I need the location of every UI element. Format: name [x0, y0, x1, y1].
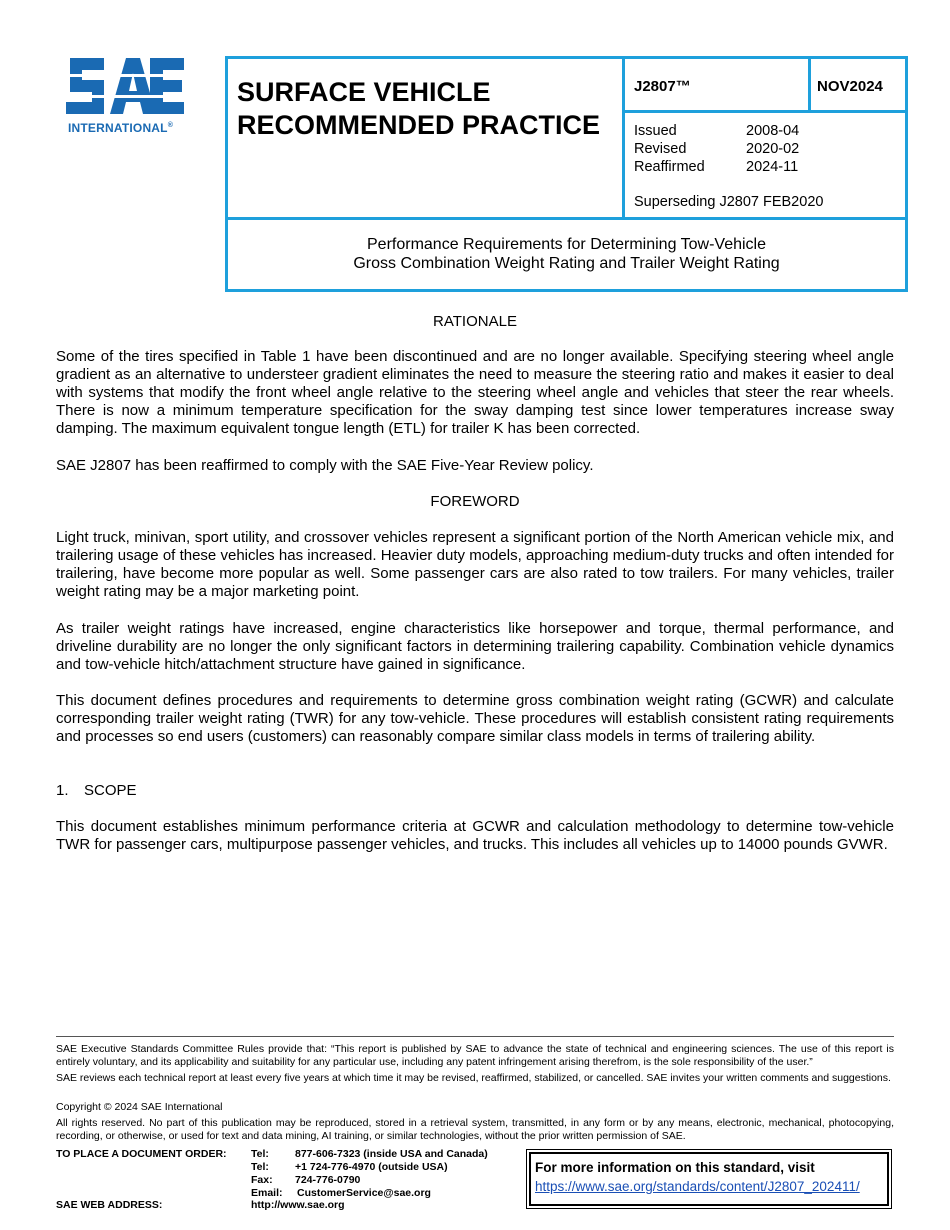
sae-logo-tagline: INTERNATIONAL® [68, 121, 174, 135]
scope-paragraph-1: This document establishes minimum performance criteria at GCWR and calculation methodology to determine tow-vehicle TWR for passenger cars, multipurpose passenger vehicles, and trucks. This includes all vehicles up to 14000 pounds GVWR. [56, 818, 894, 853]
foreword-heading: FOREWORD [430, 493, 520, 510]
footer-rights-text: All rights reserved. No part of this publication may be reproduced, stored in a retrieval system, transmitted, in any form or by any means, electronic, mechanical, photocopying, recording, or otherwise, or used for text and data mining, AI training, or similar technologies, without the prior written permission of SAE. [56, 1117, 894, 1142]
contact-value-tel-1: 877-606-7323 (inside USA and Canada) [295, 1148, 488, 1160]
more-info-link[interactable]: https://www.sae.org/standards/content/J2807_202411/ [535, 1179, 860, 1194]
more-info-title: For more information on this standard, visit [535, 1160, 815, 1175]
rationale-paragraph-1: Some of the tires specified in Table 1 have been discontinued and are no longer available. Specifying steering wheel angle gradient as an alternative to understeer gradient eliminates the need to measure the steering ratio and makes it easier to deal with systems that modify the front wheel angle relative to the steering wheel angle and vehicles that steer the rear wheels. There is now a minimum temperature specification for the sway damping test since lower temperatures increase sway damping. The maximum equivalent tongue length (ETL) for trailer K has been corrected. [56, 348, 894, 437]
contact-label-tel-2: Tel: [251, 1161, 269, 1173]
web-address-label: SAE WEB ADDRESS: [56, 1199, 163, 1211]
contact-label-fax: Fax: [251, 1174, 273, 1186]
document-subtitle: Performance Requirements for Determining Tow-Vehicle Gross Combination Weight Rating and Trailer Weight Rating [353, 236, 780, 272]
scope-heading: SCOPE [84, 782, 137, 799]
history-value-revised: 2020-02 [746, 141, 800, 157]
contact-label-tel-1: Tel: [251, 1148, 269, 1160]
web-address-link[interactable]: http://www.sae.org [251, 1199, 345, 1211]
header-divider-vertical [622, 59, 625, 220]
history-value-issued: 2008-04 [746, 123, 800, 139]
foreword-paragraph-3: This document defines procedures and requirements to determine gross combination weight rating (GCWR) and calculate corresponding trailer weight rating (TWR) for any tow-vehicle. These procedures will establish consistent rating requirements and processes so end users (customers) can reasonably compare similar class models in terms of trailering ability. [56, 692, 894, 745]
rationale-paragraph-2: SAE J2807 has been reaffirmed to comply with the SAE Five-Year Review policy. [56, 457, 594, 474]
footer-divider [56, 1036, 894, 1037]
header-divider-horizontal [228, 217, 908, 220]
footer-copyright: Copyright © 2024 SAE International [56, 1101, 223, 1113]
history-label-reaffirmed: Reaffirmed [634, 159, 705, 175]
sae-logo [66, 58, 190, 138]
sae-logo-mark [66, 58, 184, 114]
footer-rules-text: SAE Executive Standards Committee Rules provide that: “This report is published by SAE to advance the state of technical and engineering sciences. The use of this report is entirely voluntary, and its applicability and suitability for any particular use, including any patent infringement arising therefrom, is the sole responsibility of the user.” [56, 1043, 894, 1068]
document-type-title: SURFACE VEHICLE RECOMMENDED PRACTICE [237, 77, 601, 140]
contact-label-email: Email: [251, 1187, 283, 1199]
header-divider-docnum [622, 110, 908, 113]
foreword-paragraph-1: Light truck, minivan, sport utility, and crossover vehicles represent a significant portion of the North American vehicle mix, and trailering usage of these vehicles has increased. Heavier duty models, approaching medium-duty trucks and often intended for trailering, have become more popular as well. Some passenger cars are also rated to tow trailers. For many vehicles, trailer weight rating may be a major marketing point. [56, 529, 894, 600]
foreword-paragraph-2: As trailer weight ratings have increased, engine characteristics like horsepower and torque, thermal performance, and driveline durability are no longer the only significant factors in determining trailering capability. Combination vehicle dynamics and tow-vehicle hitch/attachment structure have gained in significance. [56, 620, 894, 673]
contact-value-fax: 724-776-0790 [295, 1174, 361, 1186]
superseding-note: Superseding J2807 FEB2020 [634, 194, 824, 210]
contact-value-tel-2: +1 724-776-4970 (outside USA) [295, 1161, 448, 1173]
scope-section-number: 1. [56, 782, 69, 799]
contact-value-email[interactable]: CustomerService@sae.org [297, 1187, 431, 1199]
document-number: J2807™ [634, 78, 691, 95]
footer-review-text: SAE reviews each technical report at least every five years at which time it may be revised, reaffirmed, stabilized, or cancelled. SAE invites your written comments and suggestions. [56, 1072, 891, 1084]
history-value-reaffirmed: 2024-11 [746, 159, 799, 175]
header-divider-date [808, 59, 811, 112]
document-date: NOV2024 [817, 78, 883, 95]
history-label-issued: Issued [634, 123, 677, 139]
rationale-heading: RATIONALE [433, 313, 517, 330]
history-label-revised: Revised [634, 141, 687, 157]
order-label: TO PLACE A DOCUMENT ORDER: [56, 1148, 227, 1160]
